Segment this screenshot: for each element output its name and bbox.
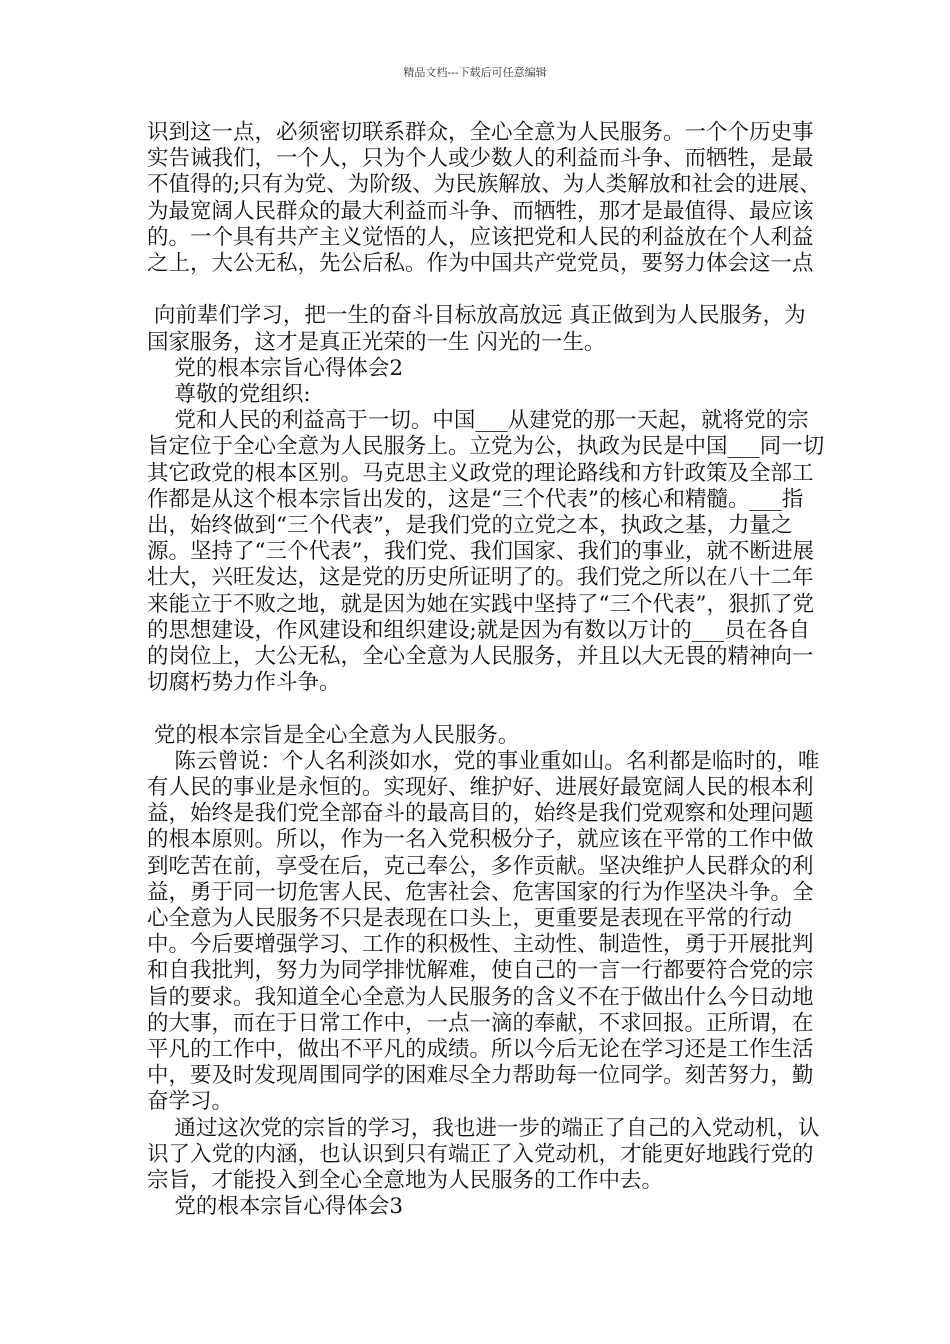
section-heading-3: 党的根本宗旨心得体会3 — [147, 1194, 404, 1220]
paragraph-intro: 识到这一点，必须密切联系群众，全心全意为人民服务。一个个历史事实告诫我们，一个人，只为个人或少数人的利益而斗争、而牺牲，是最不值得的;只有为党、为阶级、为民族解放、为人类解放和社会的进展、为最宽阔人民群众的最大利益而斗争、而牺牲，那才是最值得、最应该的。一个具有共产主义觉悟的人，应该把党和人民的利益放在个人利益之上，大公无私，先公后私。作为中国共产党党员，要努力体会这一点 — [147, 120, 821, 277]
paragraph-party-interest: 党和人民的利益高于一切。中国___从建党的那一天起，就将党的宗旨定位于全心全意为人民服务上。立党为公，执政为民是中国___同一切其它政党的根本区别。马克思主义政党的理论路线和方针政策及全部工作都是从这个根本宗旨出发的，这是“三个代表”的核心和精髓。___指出，始终做到“三个代表”，是我们党的立党之本，执政之基，力量之源。坚持了“三个代表”，我们党、我们国家、我们的事业，就不断进展壮大，兴旺发达，这是党的历史所证明了的。我们党之所以在八十二年来能立于不败之地，就是因为她在实践中坚持了“三个代表”，狠抓了党的思想建设，作风建设和组织建设;就是因为有数以万计的___员在各自的岗位上，大公无私，全心全意为人民服务，并且以大无畏的精神向一切腐朽势力作斗争。 — [147, 408, 825, 696]
salutation: 尊敬的党组织: — [147, 382, 311, 408]
page-header: 精品文档---下载后可任意编辑 — [403, 66, 547, 79]
paragraph-chen-yun: 陈云曾说：个人名利淡如水，党的事业重如山。名利都是临时的，唯有人民的事业是永恒的。实现好、维护好、进展好最宽阔人民的根本利益，始终是我们党全部奋斗的最高目的，始终是我们党观察和处理问题的根本原则。所以，作为一名入党积极分子，就应该在平常的工作中做到吃苦在前，享受在后，克己奉公，多作贡献。坚决维护人民群众的利益，勇于同一切危害人民、危害社会、危害国家的行为作坚决斗争。全心全意为人民服务不只是表现在口头上，更重要是表现在平常的行动中。今后要增强学习、工作的积极性、主动性、制造性，勇于开展批判和自我批判，努力为同学排忧解难，使自己的一言一行都要符合党的宗旨的要求。我知道全心全意为人民服务的含义不在于做出什么今日动地的大事，而在于日常工作中，一点一滴的奉献，不求回报。正所谓，在平凡的工作中，做出不平凡的成绩。所以今后无论在学习还是工作生活中，要及时发现周围同学的困难尽全力帮助每一位同学。刻苦努力，勤奋学习。 — [147, 748, 820, 1115]
paragraph-fundamental-purpose: 党的根本宗旨是全心全意为人民服务。 — [147, 722, 520, 748]
document-body — [147, 120, 827, 1221]
blank-line — [147, 696, 827, 722]
paragraph-study-conclusion: 通过这次党的宗旨的学习，我也进一步的端正了自己的入党动机，认识了入党的内涵，也认识到只有端正了入党动机，才能更好地践行党的宗旨，才能投入到全心全意地为人民服务的工作中去。 — [147, 1115, 820, 1194]
blank-line — [147, 277, 827, 303]
section-heading-2: 党的根本宗旨心得体会2 — [147, 355, 404, 381]
paragraph-learn-from-predecessors: 向前辈们学习，把一生的奋斗目标放高放远 真正做到为人民服务，为国家服务，这才是真正光荣的一生 闪光的一生。 — [147, 303, 806, 355]
